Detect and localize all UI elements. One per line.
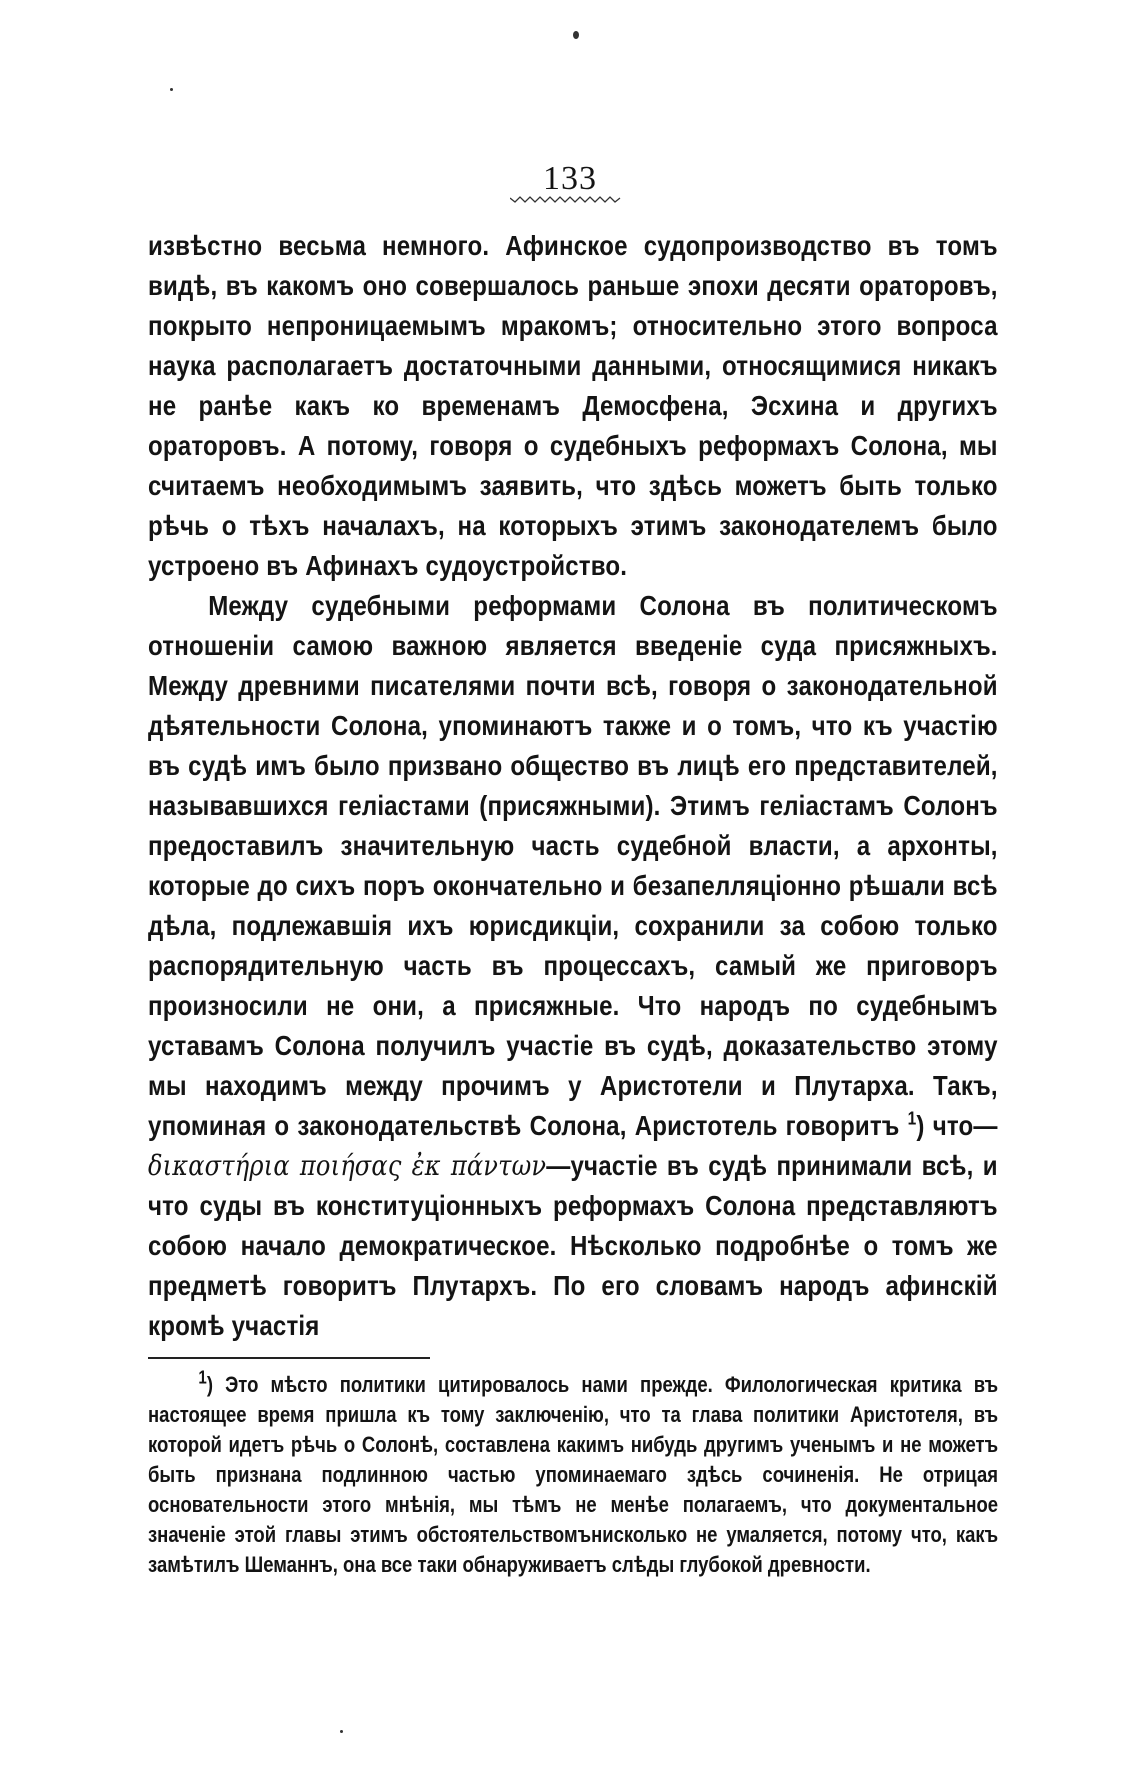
footnote-divider — [148, 1357, 430, 1359]
print-speck — [573, 31, 579, 39]
main-text — [148, 226, 998, 1346]
paragraph-1: извѣстно весьма немного. Афинское судопроизводство въ томъ видѣ, въ какомъ оно совершалось раньше эпохи десяти ораторовъ, покрыто непроницаемымъ мракомъ; относительно этого вопроса наука располагаетъ достаточными данными, относящимися никакъ не ранѣе какъ ко временамъ Демосфена, Эсхина и другихъ ораторовъ. А потому, говоря о судебныхъ реформахъ Солона, мы считаемъ необходимымъ заявить, что здѣсь можетъ быть только рѣчь о тѣхъ началахъ, на которыхъ этимъ законодателемъ было устроено въ Афинахъ судоустройство. — [148, 230, 998, 581]
footnote — [148, 1367, 999, 1580]
paragraph-2 — [148, 586, 998, 1346]
paragraph-2-connector: ) что— — [916, 1110, 998, 1141]
print-speck — [340, 1730, 343, 1733]
footnote-paragraph — [148, 1367, 999, 1580]
paragraph-2-text: Между судебными реформами Солона въ политическомъ отношеніи самою важною является введеніе суда присяжныхъ. Между древними писателями почти всѣ, говоря о законодательной дѣятельности Солона, упоминаютъ также и о томъ, что къ участію въ судѣ имъ было призвано общество въ лицѣ его представителей, называвшихся геліастами (присяжными). Этимъ геліастамъ Солонъ предоставилъ значительную часть судебной власти, а архонты, которые до сихъ поръ окончательно и безапелляціонно рѣшали всѣ дѣла, подлежавшія ихъ юрисдикціи, сохранили за собою только распорядительную часть въ процессахъ, самый же приговоръ произносили не они, а присяжные. Что народъ по судебнымъ уставамъ Солона получилъ участіе въ судѣ, доказательство этому мы находимъ между прочимъ у Аристотели и Плутарха. Такъ, упоминая о законодательствѣ Солона, Аристотель говоритъ — [148, 590, 998, 1141]
footnote-text: ) Это мѣсто политики цитировалось нами прежде. Филологическая критика въ настоящее время пришла къ тому заключенію, что та глава политики Аристотеля, въ которой идетъ рѣчь о Солонѣ, составлена какимъ нибудь другимъ ученымъ и не можетъ быть признана подлинною частью упоминаемаго здѣсь сочиненія. Не отрицая основательности этого мнѣнія, мы тѣмъ не менѣе полагаемъ, что документальное значеніе этой главы этимъ обстоятельствомънисколько не умаляется, потому что, какъ замѣтилъ Шеманнъ, она все таки обнаруживаетъ слѣды глубокой древности. — [148, 1372, 999, 1577]
page-number: 133 — [543, 160, 597, 197]
paragraph-2-continuation: —участіе въ судѣ принимали всѣ, и что суды въ конституціонныхъ реформахъ Солона представляютъ собою начало демократическое. Нѣсколько подробнѣе о томъ же предметѣ говоритъ Плутархъ. По его словамъ народъ афинскій кромѣ участія — [148, 1150, 998, 1341]
page-number-ornament — [510, 194, 622, 204]
greek-quotation: δικαστήρια ποιήσας ἐκ πάντων — [148, 1149, 547, 1182]
footnote-marker: 1 — [198, 1367, 207, 1388]
footnote-reference: 1 — [907, 1108, 917, 1129]
print-speck — [170, 88, 173, 91]
